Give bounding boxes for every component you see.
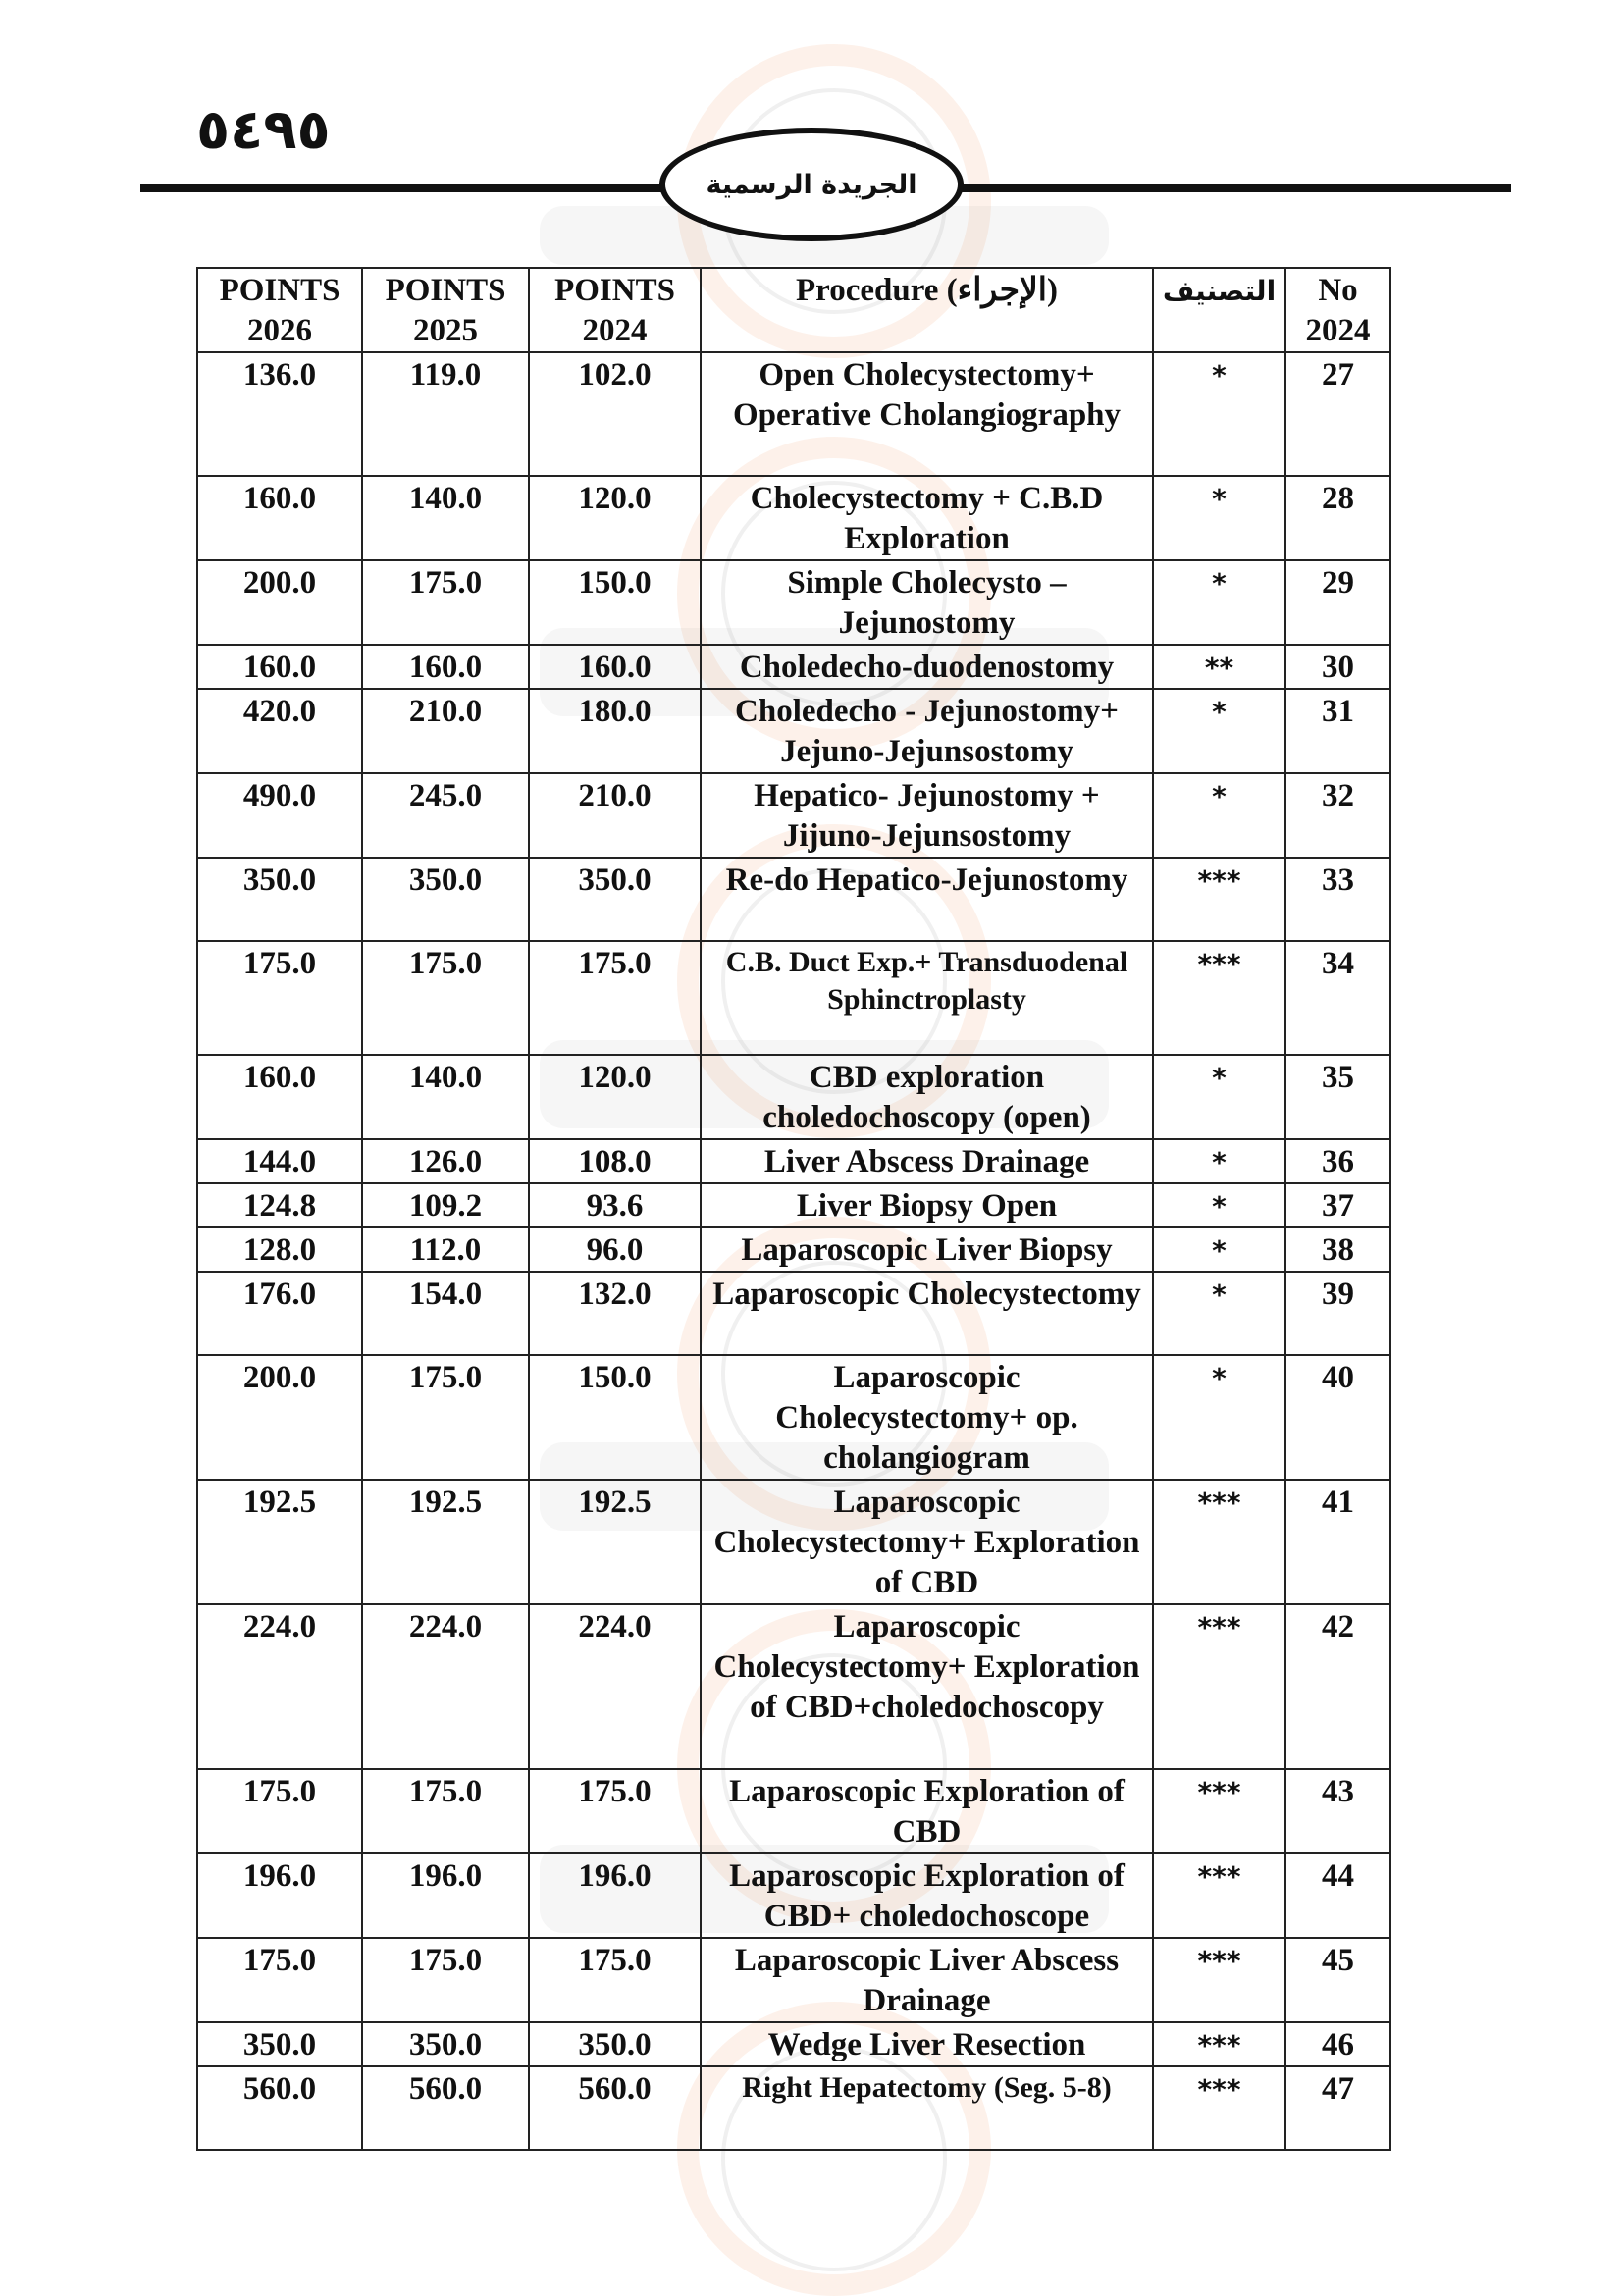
table-row bbox=[197, 645, 1390, 689]
cell-procedure: Laparoscopic Exploration of CBD+ choledochoscope bbox=[701, 1853, 1153, 1938]
cell-procedure: Choledecho-duodenostomy bbox=[701, 645, 1153, 689]
cell-points-2025: 350.0 bbox=[362, 2022, 529, 2066]
cell-points-2024: 150.0 bbox=[529, 1355, 701, 1480]
cell-points-2026: 196.0 bbox=[197, 1853, 362, 1938]
cell-classification: *** bbox=[1153, 858, 1285, 941]
table-row bbox=[197, 2066, 1390, 2150]
page-number: ٥٤٩٥ bbox=[196, 98, 331, 162]
cell-points-2024: 102.0 bbox=[529, 352, 701, 476]
cell-points-2024: 120.0 bbox=[529, 1055, 701, 1139]
gazette-title-oval bbox=[659, 128, 964, 241]
cell-procedure: Open Cholecystectomy+ Operative Cholangiography bbox=[701, 352, 1153, 476]
cell-no: 44 bbox=[1285, 1853, 1390, 1938]
cell-classification: * bbox=[1153, 1055, 1285, 1139]
cell-procedure: Laparoscopic Liver Biopsy bbox=[701, 1227, 1153, 1272]
cell-no: 45 bbox=[1285, 1938, 1390, 2022]
cell-procedure: Wedge Liver Resection bbox=[701, 2022, 1153, 2066]
table-row bbox=[197, 689, 1390, 773]
cell-points-2024: 350.0 bbox=[529, 858, 701, 941]
cell-points-2025: 210.0 bbox=[362, 689, 529, 773]
cell-points-2025: 175.0 bbox=[362, 1938, 529, 2022]
cell-no: 38 bbox=[1285, 1227, 1390, 1272]
table-row bbox=[197, 1183, 1390, 1227]
cell-points-2024: 175.0 bbox=[529, 1769, 701, 1853]
table-row bbox=[197, 352, 1390, 476]
cell-points-2026: 350.0 bbox=[197, 858, 362, 941]
cell-procedure: Laparoscopic Cholecystectomy+ op. cholangiogram bbox=[701, 1355, 1153, 1480]
cell-no: 47 bbox=[1285, 2066, 1390, 2150]
cell-procedure: Laparoscopic Liver Abscess Drainage bbox=[701, 1938, 1153, 2022]
cell-no: 30 bbox=[1285, 645, 1390, 689]
cell-points-2024: 224.0 bbox=[529, 1604, 701, 1769]
table-header-row bbox=[197, 268, 1390, 352]
cell-procedure: Laparoscopic Cholecystectomy+ Exploration of CBD bbox=[701, 1480, 1153, 1604]
cell-classification: * bbox=[1153, 1355, 1285, 1480]
cell-classification: *** bbox=[1153, 1938, 1285, 2022]
cell-points-2025: 154.0 bbox=[362, 1272, 529, 1355]
cell-points-2026: 420.0 bbox=[197, 689, 362, 773]
cell-points-2026: 128.0 bbox=[197, 1227, 362, 1272]
table-row bbox=[197, 1272, 1390, 1355]
cell-classification: *** bbox=[1153, 941, 1285, 1055]
cell-points-2025: 350.0 bbox=[362, 858, 529, 941]
cell-no: 29 bbox=[1285, 560, 1390, 645]
cell-points-2025: 175.0 bbox=[362, 560, 529, 645]
cell-points-2024: 120.0 bbox=[529, 476, 701, 560]
cell-points-2025: 126.0 bbox=[362, 1139, 529, 1183]
cell-classification: *** bbox=[1153, 1769, 1285, 1853]
table-row bbox=[197, 560, 1390, 645]
table-row bbox=[197, 773, 1390, 858]
cell-points-2025: 109.2 bbox=[362, 1183, 529, 1227]
table-row bbox=[197, 1604, 1390, 1769]
cell-no: 31 bbox=[1285, 689, 1390, 773]
cell-points-2026: 160.0 bbox=[197, 1055, 362, 1139]
cell-classification: *** bbox=[1153, 1480, 1285, 1604]
table-row bbox=[197, 2022, 1390, 2066]
cell-procedure: Cholecystectomy + C.B.D Exploration bbox=[701, 476, 1153, 560]
table-row bbox=[197, 941, 1390, 1055]
cell-procedure: Re-do Hepatico-Jejunostomy bbox=[701, 858, 1153, 941]
header-no-2024: No 2024 bbox=[1285, 268, 1390, 352]
cell-procedure: Liver Biopsy Open bbox=[701, 1183, 1153, 1227]
cell-classification: * bbox=[1153, 1183, 1285, 1227]
table-row bbox=[197, 1938, 1390, 2022]
cell-points-2026: 560.0 bbox=[197, 2066, 362, 2150]
cell-points-2024: 93.6 bbox=[529, 1183, 701, 1227]
cell-procedure: CBD exploration choledochoscopy (open) bbox=[701, 1055, 1153, 1139]
table-row bbox=[197, 1139, 1390, 1183]
cell-no: 33 bbox=[1285, 858, 1390, 941]
table-row bbox=[197, 1055, 1390, 1139]
cell-points-2026: 490.0 bbox=[197, 773, 362, 858]
cell-points-2025: 112.0 bbox=[362, 1227, 529, 1272]
cell-points-2024: 180.0 bbox=[529, 689, 701, 773]
cell-classification: * bbox=[1153, 1272, 1285, 1355]
cell-points-2025: 119.0 bbox=[362, 352, 529, 476]
header-points-2024: POINTS 2024 bbox=[529, 268, 701, 352]
cell-points-2024: 96.0 bbox=[529, 1227, 701, 1272]
cell-procedure: Laparoscopic Exploration of CBD bbox=[701, 1769, 1153, 1853]
cell-points-2024: 175.0 bbox=[529, 941, 701, 1055]
table-row bbox=[197, 858, 1390, 941]
cell-procedure: Laparoscopic Cholecystectomy+ Exploration of CBD+choledochoscopy bbox=[701, 1604, 1153, 1769]
table-row bbox=[197, 1355, 1390, 1480]
header-points-2025: POINTS 2025 bbox=[362, 268, 529, 352]
cell-points-2025: 224.0 bbox=[362, 1604, 529, 1769]
cell-no: 27 bbox=[1285, 352, 1390, 476]
cell-procedure: Hepatico- Jejunostomy + Jijuno-Jejunsostomy bbox=[701, 773, 1153, 858]
cell-no: 42 bbox=[1285, 1604, 1390, 1769]
cell-no: 35 bbox=[1285, 1055, 1390, 1139]
table-row bbox=[197, 1853, 1390, 1938]
cell-classification: *** bbox=[1153, 2066, 1285, 2150]
cell-procedure: Liver Abscess Drainage bbox=[701, 1139, 1153, 1183]
cell-no: 34 bbox=[1285, 941, 1390, 1055]
cell-classification: ** bbox=[1153, 645, 1285, 689]
cell-no: 40 bbox=[1285, 1355, 1390, 1480]
cell-points-2026: 224.0 bbox=[197, 1604, 362, 1769]
cell-no: 39 bbox=[1285, 1272, 1390, 1355]
cell-points-2025: 175.0 bbox=[362, 1769, 529, 1853]
cell-points-2024: 560.0 bbox=[529, 2066, 701, 2150]
cell-points-2024: 108.0 bbox=[529, 1139, 701, 1183]
header-classification: التصنيف bbox=[1153, 268, 1285, 352]
cell-points-2024: 192.5 bbox=[529, 1480, 701, 1604]
cell-points-2026: 200.0 bbox=[197, 1355, 362, 1480]
cell-procedure: Laparoscopic Cholecystectomy bbox=[701, 1272, 1153, 1355]
table-row bbox=[197, 1480, 1390, 1604]
cell-points-2026: 175.0 bbox=[197, 1769, 362, 1853]
cell-points-2026: 176.0 bbox=[197, 1272, 362, 1355]
cell-points-2025: 560.0 bbox=[362, 2066, 529, 2150]
cell-points-2026: 144.0 bbox=[197, 1139, 362, 1183]
cell-classification: *** bbox=[1153, 1853, 1285, 1938]
gazette-title: الجريدة الرسمية bbox=[706, 169, 917, 200]
table-row bbox=[197, 476, 1390, 560]
cell-points-2024: 160.0 bbox=[529, 645, 701, 689]
cell-points-2025: 175.0 bbox=[362, 941, 529, 1055]
cell-classification: * bbox=[1153, 560, 1285, 645]
cell-classification: *** bbox=[1153, 2022, 1285, 2066]
cell-points-2025: 140.0 bbox=[362, 1055, 529, 1139]
cell-points-2026: 175.0 bbox=[197, 1938, 362, 2022]
procedure-points-table bbox=[196, 267, 1391, 2151]
cell-points-2024: 210.0 bbox=[529, 773, 701, 858]
cell-points-2024: 350.0 bbox=[529, 2022, 701, 2066]
cell-points-2025: 175.0 bbox=[362, 1355, 529, 1480]
cell-points-2026: 175.0 bbox=[197, 941, 362, 1055]
cell-no: 28 bbox=[1285, 476, 1390, 560]
cell-classification: * bbox=[1153, 352, 1285, 476]
cell-classification: *** bbox=[1153, 1604, 1285, 1769]
cell-points-2026: 200.0 bbox=[197, 560, 362, 645]
cell-procedure: Right Hepatectomy (Seg. 5-8) bbox=[701, 2066, 1153, 2150]
cell-points-2024: 132.0 bbox=[529, 1272, 701, 1355]
cell-procedure: C.B. Duct Exp.+ Transduodenal Sphinctroplasty bbox=[701, 941, 1153, 1055]
cell-no: 32 bbox=[1285, 773, 1390, 858]
cell-points-2025: 196.0 bbox=[362, 1853, 529, 1938]
cell-points-2025: 140.0 bbox=[362, 476, 529, 560]
cell-points-2026: 350.0 bbox=[197, 2022, 362, 2066]
cell-no: 41 bbox=[1285, 1480, 1390, 1604]
cell-no: 43 bbox=[1285, 1769, 1390, 1853]
cell-classification: * bbox=[1153, 1227, 1285, 1272]
cell-points-2026: 160.0 bbox=[197, 645, 362, 689]
cell-no: 36 bbox=[1285, 1139, 1390, 1183]
cell-points-2026: 192.5 bbox=[197, 1480, 362, 1604]
cell-procedure: Choledecho - Jejunostomy+ Jejuno-Jejunsostomy bbox=[701, 689, 1153, 773]
cell-points-2025: 245.0 bbox=[362, 773, 529, 858]
table-row bbox=[197, 1769, 1390, 1853]
cell-points-2026: 136.0 bbox=[197, 352, 362, 476]
cell-no: 37 bbox=[1285, 1183, 1390, 1227]
table-row bbox=[197, 1227, 1390, 1272]
cell-classification: * bbox=[1153, 773, 1285, 858]
cell-points-2024: 150.0 bbox=[529, 560, 701, 645]
cell-points-2025: 160.0 bbox=[362, 645, 529, 689]
header-points-2026: POINTS 2026 bbox=[197, 268, 362, 352]
cell-classification: * bbox=[1153, 476, 1285, 560]
cell-points-2025: 192.5 bbox=[362, 1480, 529, 1604]
cell-procedure: Simple Cholecysto – Jejunostomy bbox=[701, 560, 1153, 645]
cell-points-2024: 196.0 bbox=[529, 1853, 701, 1938]
cell-points-2024: 175.0 bbox=[529, 1938, 701, 2022]
cell-classification: * bbox=[1153, 689, 1285, 773]
cell-no: 46 bbox=[1285, 2022, 1390, 2066]
cell-classification: * bbox=[1153, 1139, 1285, 1183]
cell-points-2026: 160.0 bbox=[197, 476, 362, 560]
header-procedure: Procedure (الإجراء) bbox=[701, 268, 1153, 352]
cell-points-2026: 124.8 bbox=[197, 1183, 362, 1227]
